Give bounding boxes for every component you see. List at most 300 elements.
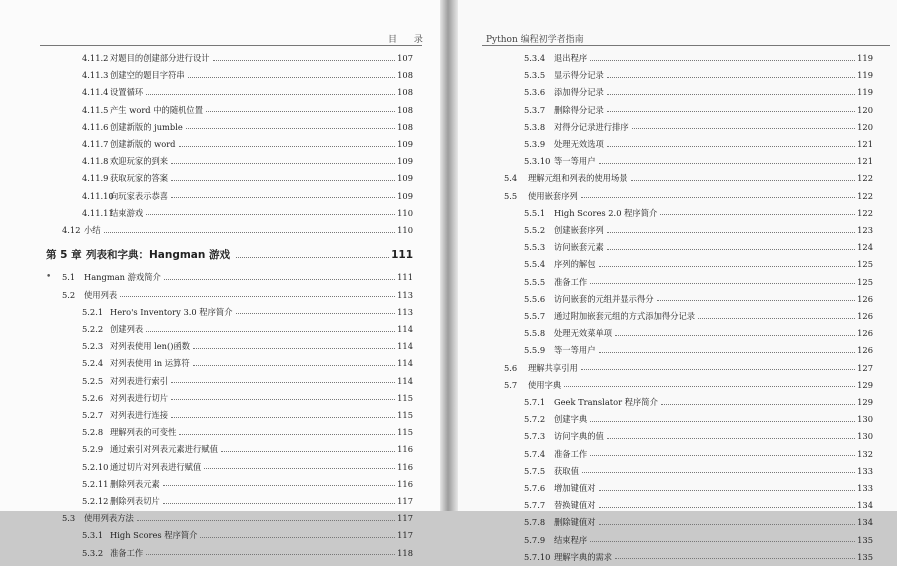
toc-entry-number: 5.2.9 (82, 444, 104, 455)
toc-entry-title: 理解字典的需求 (554, 551, 613, 562)
toc-entry-page-number: 122 (857, 207, 873, 218)
toc-dot-leader (607, 94, 855, 95)
toc-entry (82, 136, 413, 153)
toc-entry (82, 84, 413, 101)
toc-entry-page-number: 110 (397, 225, 413, 235)
toc-entry-page-number: 117 (397, 530, 413, 541)
toc-entry-title: 欢迎玩家的到来 (110, 156, 169, 167)
book-gutter (440, 0, 458, 511)
toc-entry-title: Hero's Inventory 3.0 程序简介 (110, 306, 233, 317)
toc-dot-leader (590, 541, 855, 542)
stray-mark: • (46, 272, 52, 282)
toc-entry (524, 239, 873, 256)
toc-entry-number: 5.2.4 (82, 358, 104, 369)
toc-entry-title: 等一等用户 (554, 156, 596, 167)
toc-entry-page-number: 117 (397, 513, 413, 524)
toc-entry (524, 274, 873, 291)
toc-entry-page-number: 108 (397, 104, 413, 115)
toc-entry-page-number: 114 (397, 358, 413, 369)
toc-entry (62, 510, 413, 527)
toc-entry-title: 替换键值对 (554, 500, 596, 511)
toc-entry-title: 创建新版的 word (110, 139, 176, 149)
toc-entry-number: 4.11.2 (82, 53, 109, 63)
toc-dot-leader (137, 520, 395, 521)
toc-entry-title: 准备工作 (110, 547, 144, 558)
toc-entry-page-number: 114 (397, 324, 413, 334)
toc-entry-title: 理解列表的可变性 (110, 427, 177, 438)
right-page-header: Python 编程初学者指南 (486, 35, 584, 45)
toc-entry-title: 设置循环 (110, 87, 144, 98)
toc-dot-leader (171, 417, 395, 418)
toc-dot-leader (615, 335, 855, 336)
toc-entry-number: 5.5.2 (524, 225, 546, 235)
toc-entry-title: 创建空的题目字符串 (110, 70, 185, 81)
toc-dot-leader (213, 60, 396, 61)
toc-dot-leader (599, 490, 856, 491)
toc-entry-page-number: 115 (397, 410, 413, 420)
toc-entry (524, 497, 873, 514)
toc-entry (524, 102, 873, 119)
toc-entry-title: 创建字典 (554, 414, 588, 425)
toc-entry (82, 424, 413, 441)
toc-entry-page-number: 133 (857, 465, 873, 476)
toc-entry (524, 291, 873, 308)
toc-entry-title: 结束游戏 (110, 207, 144, 218)
toc-entry-page-number: 132 (857, 448, 873, 459)
toc-entry-page-number: 122 (857, 173, 873, 184)
toc-dot-leader (146, 554, 395, 555)
toc-dot-leader (200, 537, 395, 538)
toc-entry (82, 355, 413, 372)
toc-entry-page-number: 117 (397, 496, 413, 506)
toc-entry-number: 5.7.3 (524, 431, 546, 442)
toc-entry-number: 5.2.12 (82, 496, 109, 506)
toc-entry-number: 5.7 (504, 379, 518, 390)
toc-entry-page-number: 129 (857, 379, 873, 390)
toc-entry-title: 删除得分记录 (554, 104, 604, 115)
toc-entry-number: 5.7.1 (524, 397, 546, 407)
toc-dot-leader (581, 369, 855, 370)
toc-entry (524, 342, 873, 359)
toc-entry-title: 通过附加嵌套元组的方式添加得分记录 (554, 311, 696, 321)
toc-entry-number: 4.11.11 (82, 207, 114, 218)
toc-entry-title: 创建列表 (110, 324, 144, 334)
toc-entry (82, 188, 413, 205)
toc-entry (524, 84, 873, 101)
toc-entry-page-number: 134 (857, 500, 873, 511)
toc-entry-page-number: 126 (857, 293, 873, 304)
toc-dot-leader (607, 111, 855, 112)
toc-entry-title: 通过切片对列表进行赋值 (110, 461, 202, 472)
toc-entry-number: 5.7.4 (524, 448, 546, 459)
toc-dot-leader (590, 60, 855, 61)
toc-entry-page-number: 122 (857, 190, 873, 201)
toc-entry (524, 50, 873, 67)
toc-entry-title: 通过索引对列表元素进行赋值 (110, 444, 218, 455)
toc-entry-number: 5.2.7 (82, 410, 104, 420)
toc-entry (504, 170, 873, 187)
toc-entry (524, 532, 873, 549)
toc-entry-page-number: 108 (397, 87, 413, 98)
toc-entry-page-number: 113 (397, 306, 413, 317)
toc-entry (82, 153, 413, 170)
toc-entry (82, 493, 413, 510)
toc-entry-title: 对列表使用 in 运算符 (110, 358, 190, 369)
toc-entry-number: 5.3.9 (524, 139, 546, 149)
toc-entry-number: 5.2.6 (82, 392, 104, 403)
toc-entry-page-number: 124 (857, 242, 873, 253)
toc-dot-leader (146, 331, 395, 332)
toc-entry-page-number: 133 (857, 483, 873, 493)
toc-dot-leader (599, 266, 856, 267)
toc-entry-title: 使用嵌套序列 (528, 190, 578, 201)
toc-entry-page-number: 109 (397, 190, 413, 201)
toc-entry-number: 4.11.6 (82, 121, 109, 132)
toc-entry-title: 访问嵌套元素 (554, 242, 604, 253)
toc-entry-page-number: 121 (857, 139, 873, 149)
toc-entry-page-number: 111 (397, 272, 413, 283)
toc-entry-title: 创建嵌套序列 (554, 225, 604, 235)
toc-entry-page-number: 119 (857, 53, 873, 63)
toc-entry-title: 对列表进行切片 (110, 392, 169, 403)
toc-entry-page-number: 115 (397, 427, 413, 438)
toc-entry-page-number: 109 (397, 139, 413, 149)
toc-entry (524, 446, 873, 463)
toc-dot-leader (599, 163, 856, 164)
toc-entry (504, 188, 873, 205)
left-page-header: 目 录 (388, 35, 430, 45)
toc-entry-number: 5.7.9 (524, 534, 546, 545)
toc-entry-number: 5.5.7 (524, 311, 546, 321)
toc-entry (524, 428, 873, 445)
toc-entry-number: 5.1 (62, 272, 76, 283)
toc-entry-title: High Scores 2.0 程序简介 (554, 207, 658, 218)
toc-entry (524, 463, 873, 480)
toc-entry (82, 545, 413, 562)
toc-entry-number: 5.3 (62, 513, 76, 524)
toc-entry-page-number: 120 (857, 104, 873, 115)
toc-entry-number: 5.2.2 (82, 324, 104, 334)
toc-entry (82, 67, 413, 84)
toc-entry-title: 准备工作 (554, 448, 588, 459)
toc-entry-page-number: 116 (397, 461, 413, 472)
toc-entry-title: 结束程序 (554, 534, 588, 545)
toc-dot-leader (564, 386, 855, 387)
toc-entry-title: High Scores 程序简介 (110, 530, 198, 541)
toc-entry-page-number: 109 (397, 173, 413, 184)
left-header-rule (40, 45, 422, 46)
toc-dot-leader (163, 485, 395, 486)
toc-entry-title: 使用列表 (84, 289, 118, 300)
toc-entry-page-number: 135 (857, 551, 873, 562)
toc-entry-page-number: 120 (857, 121, 873, 132)
toc-entry (524, 222, 873, 239)
toc-entry-title: 序列的解包 (554, 259, 596, 270)
toc-entry-title: 访问嵌套的元组并显示得分 (554, 293, 654, 304)
toc-entry (524, 256, 873, 273)
toc-entry-number: 第 5 章 (46, 249, 82, 262)
toc-dot-leader (171, 382, 395, 383)
toc-entry-page-number: 111 (391, 249, 413, 262)
toc-entry-title: 理解共享引用 (528, 362, 578, 373)
right-header-rule (482, 45, 890, 46)
toc-entry-number: 5.5 (504, 190, 518, 201)
toc-dot-leader (171, 163, 395, 164)
toc-entry-title: 对题目的创建部分进行设计 (110, 53, 210, 63)
toc-chapter-entry (46, 247, 413, 264)
toc-entry-page-number: 134 (857, 517, 873, 528)
toc-dot-leader (599, 524, 856, 525)
toc-entry-number: 4.11.10 (82, 190, 114, 201)
toc-entry (524, 549, 873, 566)
toc-entry (82, 527, 413, 544)
toc-entry (62, 269, 413, 286)
toc-entry-title: 创建新版的 jumble (110, 121, 183, 132)
toc-entry-title: 删除键值对 (554, 517, 596, 528)
toc-entry-page-number: 108 (397, 70, 413, 81)
toc-entry-page-number: 126 (857, 311, 873, 321)
toc-entry (524, 308, 873, 325)
toc-entry-title: 使用字典 (528, 379, 562, 390)
toc-entry-number: 5.3.2 (82, 547, 104, 558)
toc-entry-title: 产生 word 中的随机位置 (110, 104, 204, 115)
toc-entry (82, 338, 413, 355)
toc-entry-page-number: 116 (397, 478, 413, 489)
toc-entry-page-number: 125 (857, 276, 873, 287)
toc-entry-page-number: 130 (857, 431, 873, 442)
toc-entry (524, 325, 873, 342)
toc-entry-number: 4.12 (62, 225, 81, 235)
toc-dot-leader (657, 300, 856, 301)
toc-entry-page-number: 108 (397, 121, 413, 132)
toc-entry (82, 390, 413, 407)
toc-entry-title: 显示得分记录 (554, 70, 604, 81)
toc-dot-leader (599, 352, 856, 353)
toc-entry (524, 153, 873, 170)
toc-entry-title: 处理无效选项 (554, 139, 604, 149)
toc-entry (82, 205, 413, 222)
toc-entry (82, 119, 413, 136)
toc-entry (504, 360, 873, 377)
toc-entry (62, 287, 413, 304)
toc-entry-page-number: 107 (397, 53, 413, 63)
toc-entry-number: 5.4 (504, 173, 518, 184)
toc-entry-title: Hangman 游戏简介 (84, 272, 161, 283)
toc-entry-number: 5.2 (62, 289, 76, 300)
toc-entry-page-number: 116 (397, 444, 413, 455)
toc-entry (82, 304, 413, 321)
toc-entry-number: 5.3.6 (524, 87, 546, 98)
toc-dot-leader (607, 146, 855, 147)
toc-dot-leader (186, 128, 395, 129)
toc-dot-leader (599, 507, 856, 508)
toc-entry-number: 5.3.5 (524, 70, 546, 81)
toc-dot-leader (179, 434, 395, 435)
toc-entry-title: 使用列表方法 (84, 513, 134, 524)
toc-entry (82, 50, 413, 67)
toc-entry (82, 407, 413, 424)
toc-entry-number: 5.2.3 (82, 341, 104, 352)
toc-entry-title: 删除列表元素 (110, 478, 160, 489)
toc-dot-leader (171, 399, 395, 400)
toc-entry-number: 5.3.1 (82, 530, 104, 541)
toc-dot-leader (204, 468, 395, 469)
toc-entry-number: 5.7.7 (524, 500, 546, 511)
toc-entry-page-number: 126 (857, 345, 873, 356)
toc-entry-title: 退出程序 (554, 53, 588, 63)
toc-dot-leader (236, 257, 389, 258)
toc-entry (82, 170, 413, 187)
toc-entry-number: 5.7.6 (524, 483, 546, 493)
toc-entry-page-number: 123 (857, 225, 873, 235)
toc-entry-page-number: 130 (857, 414, 873, 425)
toc-dot-leader (631, 180, 856, 181)
toc-dot-leader (146, 94, 395, 95)
toc-entry-number: 5.2.1 (82, 306, 104, 317)
toc-entry-page-number: 118 (397, 547, 413, 558)
toc-entry-number: 5.2.8 (82, 427, 104, 438)
toc-entry-page-number: 110 (397, 207, 413, 218)
toc-entry (82, 441, 413, 458)
toc-entry-title: 等一等用户 (554, 345, 596, 356)
toc-entry-number: 5.6 (504, 362, 518, 373)
toc-dot-leader (236, 313, 396, 314)
toc-dot-leader (206, 111, 395, 112)
toc-dot-leader (188, 77, 395, 78)
toc-dot-leader (698, 318, 855, 319)
toc-entry-title: 对列表进行索引 (110, 375, 169, 386)
toc-entry (524, 480, 873, 497)
toc-dot-leader (660, 214, 855, 215)
toc-entry-number: 5.3.4 (524, 53, 546, 63)
toc-entry-page-number: 119 (857, 70, 873, 81)
toc-entry-number: 5.5.6 (524, 293, 546, 304)
toc-dot-leader (163, 503, 395, 504)
toc-entry-page-number: 126 (857, 328, 873, 339)
toc-entry-number: 4.11.7 (82, 139, 109, 149)
toc-entry-title: 对列表使用 len()函数 (110, 341, 191, 352)
toc-entry-number: 5.5.8 (524, 328, 546, 339)
toc-entry-number: 5.5.1 (524, 207, 546, 218)
toc-dot-leader (221, 451, 395, 452)
toc-entry (82, 459, 413, 476)
toc-entry-title: 增加键值对 (554, 483, 596, 493)
toc-dot-leader (590, 283, 855, 284)
toc-entry (524, 514, 873, 531)
toc-entry-title: 向玩家表示恭喜 (110, 190, 169, 201)
toc-entry (82, 321, 413, 338)
toc-entry (82, 102, 413, 119)
toc-dot-leader (164, 279, 395, 280)
toc-entry (62, 222, 413, 239)
toc-entry-title: Geek Translator 程序简介 (554, 397, 658, 407)
toc-dot-leader (632, 128, 855, 129)
toc-entry-title: 准备工作 (554, 276, 588, 287)
toc-entry (82, 373, 413, 390)
toc-entry-number: 4.11.3 (82, 70, 109, 81)
right-page (458, 0, 897, 562)
toc-entry-page-number: 114 (397, 341, 413, 352)
toc-dot-leader (590, 455, 855, 456)
toc-entry (524, 394, 873, 411)
toc-entry-title: 列表和字典：Hangman 游戏 (86, 249, 231, 262)
toc-entry-number: 4.11.4 (82, 87, 109, 98)
toc-entry-number: 4.11.9 (82, 173, 109, 184)
toc-entry-page-number: 109 (397, 156, 413, 167)
toc-entry-page-number: 129 (857, 397, 873, 407)
toc-entry-number: 5.2.5 (82, 375, 104, 386)
toc-dot-leader (607, 249, 855, 250)
toc-entry-number: 5.3.10 (524, 156, 551, 167)
toc-dot-leader (104, 232, 396, 233)
toc-dot-leader (179, 146, 396, 147)
toc-entry-title: 小结 (84, 225, 101, 235)
left-page (0, 0, 440, 558)
toc-entry (524, 119, 873, 136)
toc-entry-number: 5.7.8 (524, 517, 546, 528)
toc-dot-leader (582, 472, 855, 473)
toc-entry (82, 476, 413, 493)
toc-entry-page-number: 114 (397, 375, 413, 386)
toc-entry-page-number: 115 (397, 392, 413, 403)
toc-entry-title: 获取玩家的答案 (110, 173, 169, 184)
toc-entry-title: 对得分记录进行排序 (554, 121, 629, 132)
toc-entry-page-number: 127 (857, 362, 873, 373)
toc-dot-leader (193, 348, 395, 349)
toc-dot-leader (615, 558, 855, 559)
toc-entry-title: 添加得分记录 (554, 87, 604, 98)
toc-entry-number: 5.7.2 (524, 414, 546, 425)
toc-entry-page-number: 121 (857, 156, 873, 167)
toc-entry-page-number: 119 (857, 87, 873, 98)
toc-entry-page-number: 135 (857, 534, 873, 545)
toc-entry-number: 5.7.10 (524, 551, 551, 562)
toc-dot-leader (607, 232, 855, 233)
toc-dot-leader (661, 404, 855, 405)
toc-entry-title: 处理无效菜单项 (554, 328, 613, 339)
toc-entry-number: 5.2.10 (82, 461, 109, 472)
toc-dot-leader (146, 214, 395, 215)
toc-dot-leader (607, 438, 855, 439)
toc-entry-number: 5.3.7 (524, 104, 546, 115)
toc-entry-title: 获取值 (554, 465, 579, 476)
toc-entry-title: 访问字典的值 (554, 431, 604, 442)
toc-entry-number: 5.2.11 (82, 478, 109, 489)
toc-entry-number: 5.5.5 (524, 276, 546, 287)
toc-entry-title: 对列表进行连接 (110, 410, 169, 420)
toc-dot-leader (171, 180, 395, 181)
toc-dot-leader (171, 197, 395, 198)
toc-entry (524, 411, 873, 428)
toc-entry-title: 删除列表切片 (110, 496, 160, 506)
toc-entry-number: 4.11.8 (82, 156, 109, 167)
toc-entry (504, 377, 873, 394)
toc-entry-page-number: 125 (857, 259, 873, 270)
toc-dot-leader (607, 77, 855, 78)
toc-dot-leader (120, 296, 395, 297)
toc-dot-leader (193, 365, 396, 366)
toc-entry (524, 205, 873, 222)
toc-entry-number: 5.5.4 (524, 259, 546, 270)
toc-entry-number: 5.5.9 (524, 345, 546, 356)
toc-entry-number: 5.5.3 (524, 242, 546, 253)
toc-entry-number: 5.3.8 (524, 121, 546, 132)
toc-entry-number: 5.7.5 (524, 465, 546, 476)
toc-entry-title: 理解元组和列表的使用场景 (528, 173, 628, 184)
toc-entry (524, 136, 873, 153)
toc-entry-page-number: 113 (397, 289, 413, 300)
toc-entry (524, 67, 873, 84)
